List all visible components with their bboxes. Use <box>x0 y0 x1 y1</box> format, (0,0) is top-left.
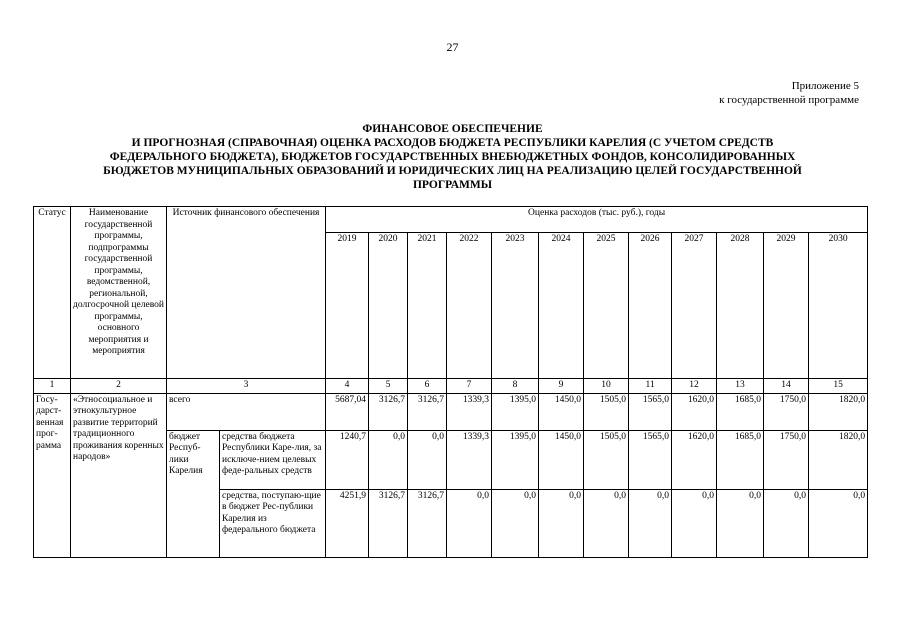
value-cell: 3126,7 <box>408 393 447 430</box>
column-number: 11 <box>629 379 672 394</box>
year-cell: 2030 <box>809 233 868 379</box>
value-cell: 0,0 <box>717 489 764 557</box>
source-cell: средства, поступаю-щие в бюджет Рес-публики Карелия из федерального бюджета <box>220 489 326 557</box>
value-cell: 1240,7 <box>326 430 369 489</box>
column-number: 15 <box>809 379 868 394</box>
column-number: 10 <box>584 379 629 394</box>
value-cell: 1339,3 <box>447 430 492 489</box>
column-number: 13 <box>717 379 764 394</box>
header-expense-estimate: Оценка расходов (тыс. руб.), годы <box>326 207 868 233</box>
title-line-4: БЮДЖЕТОВ МУНИЦИПАЛЬНЫХ ОБРАЗОВАНИЙ И ЮРИДИЧЕСКИХ ЛИЦ НА РЕАЛИЗАЦИЮ ЦЕЛЕЙ ГОСУДАРСТВЕННОЙ <box>103 165 802 177</box>
source-group-cell-continued <box>167 489 220 557</box>
header-program-name: Наименование государственной программы, подпрограммы государственной программы, ведомственной, региональной, долгосрочной целевой программы, основного мероприятия и мероприятия <box>71 207 167 379</box>
value-cell: 4251,9 <box>326 489 369 557</box>
value-cell: 1820,0 <box>809 393 868 430</box>
value-cell: 5687,04 <box>326 393 369 430</box>
value-cell: 1620,0 <box>672 430 717 489</box>
column-number: 9 <box>539 379 584 394</box>
value-cell: 1820,0 <box>809 430 868 489</box>
column-number: 1 <box>34 379 71 394</box>
value-cell: 0,0 <box>408 430 447 489</box>
year-cell: 2021 <box>408 233 447 379</box>
value-cell: 0,0 <box>584 489 629 557</box>
column-number: 12 <box>672 379 717 394</box>
header-status: Статус <box>34 207 71 379</box>
year-cell: 2022 <box>447 233 492 379</box>
year-cell: 2023 <box>492 233 539 379</box>
year-cell: 2029 <box>764 233 809 379</box>
financing-table <box>33 206 868 558</box>
value-cell: 3126,7 <box>408 489 447 557</box>
value-cell: 0,0 <box>369 430 408 489</box>
value-cell: 1565,0 <box>629 430 672 489</box>
column-number-row <box>34 379 868 394</box>
value-cell: 1750,0 <box>764 430 809 489</box>
program-name-cell: «Этносоциальное и этнокультурное развитие территорий традиционного проживания коренных народов» <box>71 393 167 557</box>
status-cell: Госу-дарст-венная прог-рамма <box>34 393 71 557</box>
value-cell: 1450,0 <box>539 393 584 430</box>
source-cell: всего <box>167 393 326 430</box>
value-cell: 1339,3 <box>447 393 492 430</box>
value-cell: 1685,0 <box>717 393 764 430</box>
value-cell: 1450,0 <box>539 430 584 489</box>
year-cell: 2028 <box>717 233 764 379</box>
table-row <box>34 393 868 430</box>
value-cell: 0,0 <box>809 489 868 557</box>
value-cell: 0,0 <box>764 489 809 557</box>
column-number: 8 <box>492 379 539 394</box>
year-cell: 2019 <box>326 233 369 379</box>
value-cell: 1505,0 <box>584 430 629 489</box>
source-group-cell: бюджет Респуб-лики Карелия <box>167 430 220 489</box>
value-cell: 1395,0 <box>492 430 539 489</box>
page-number: 27 <box>446 40 459 54</box>
column-number: 14 <box>764 379 809 394</box>
column-number: 4 <box>326 379 369 394</box>
value-cell: 1565,0 <box>629 393 672 430</box>
year-cell: 2024 <box>539 233 584 379</box>
value-cell: 0,0 <box>629 489 672 557</box>
value-cell: 0,0 <box>672 489 717 557</box>
title-line-1: ФИНАНСОВОЕ ОБЕСПЕЧЕНИЕ <box>362 123 543 135</box>
value-cell: 3126,7 <box>369 489 408 557</box>
value-cell: 1505,0 <box>584 393 629 430</box>
document-title <box>40 122 865 192</box>
column-number: 3 <box>167 379 326 394</box>
value-cell: 0,0 <box>539 489 584 557</box>
appendix-line-1: Приложение 5 <box>791 80 859 92</box>
title-line-5: ПРОГРАММЫ <box>412 179 493 191</box>
source-cell: средства бюджета Республики Каре-лия, за исключе-нием целевых феде-ральных средств <box>220 430 326 489</box>
title-line-2: И ПРОГНОЗНАЯ (СПРАВОЧНАЯ) ОЦЕНКА РАСХОДОВ БЮДЖЕТА РЕСПУБЛИКИ КАРЕЛИЯ (С УЧЕТОМ СРЕДСТВ <box>131 137 774 149</box>
year-cell: 2020 <box>369 233 408 379</box>
value-cell: 0,0 <box>492 489 539 557</box>
value-cell: 1620,0 <box>672 393 717 430</box>
year-cell: 2027 <box>672 233 717 379</box>
value-cell: 3126,7 <box>369 393 408 430</box>
value-cell: 1395,0 <box>492 393 539 430</box>
year-cell: 2025 <box>584 233 629 379</box>
column-number: 2 <box>71 379 167 394</box>
header-financing-source: Источник финансового обеспечения <box>167 207 326 379</box>
value-cell: 0,0 <box>447 489 492 557</box>
title-line-3: ФЕДЕРАЛЬНОГО БЮДЖЕТА), БЮДЖЕТОВ ГОСУДАРСТВЕННЫХ ВНЕБЮДЖЕТНЫХ ФОНДОВ, КОНСОЛИДИРОВАННЫХ <box>109 151 796 163</box>
appendix-line-2: к государственной программе <box>719 94 859 106</box>
value-cell: 1685,0 <box>717 430 764 489</box>
value-cell: 1750,0 <box>764 393 809 430</box>
appendix-note <box>719 79 859 107</box>
column-number: 6 <box>408 379 447 394</box>
year-cell: 2026 <box>629 233 672 379</box>
column-number: 7 <box>447 379 492 394</box>
column-number: 5 <box>369 379 408 394</box>
